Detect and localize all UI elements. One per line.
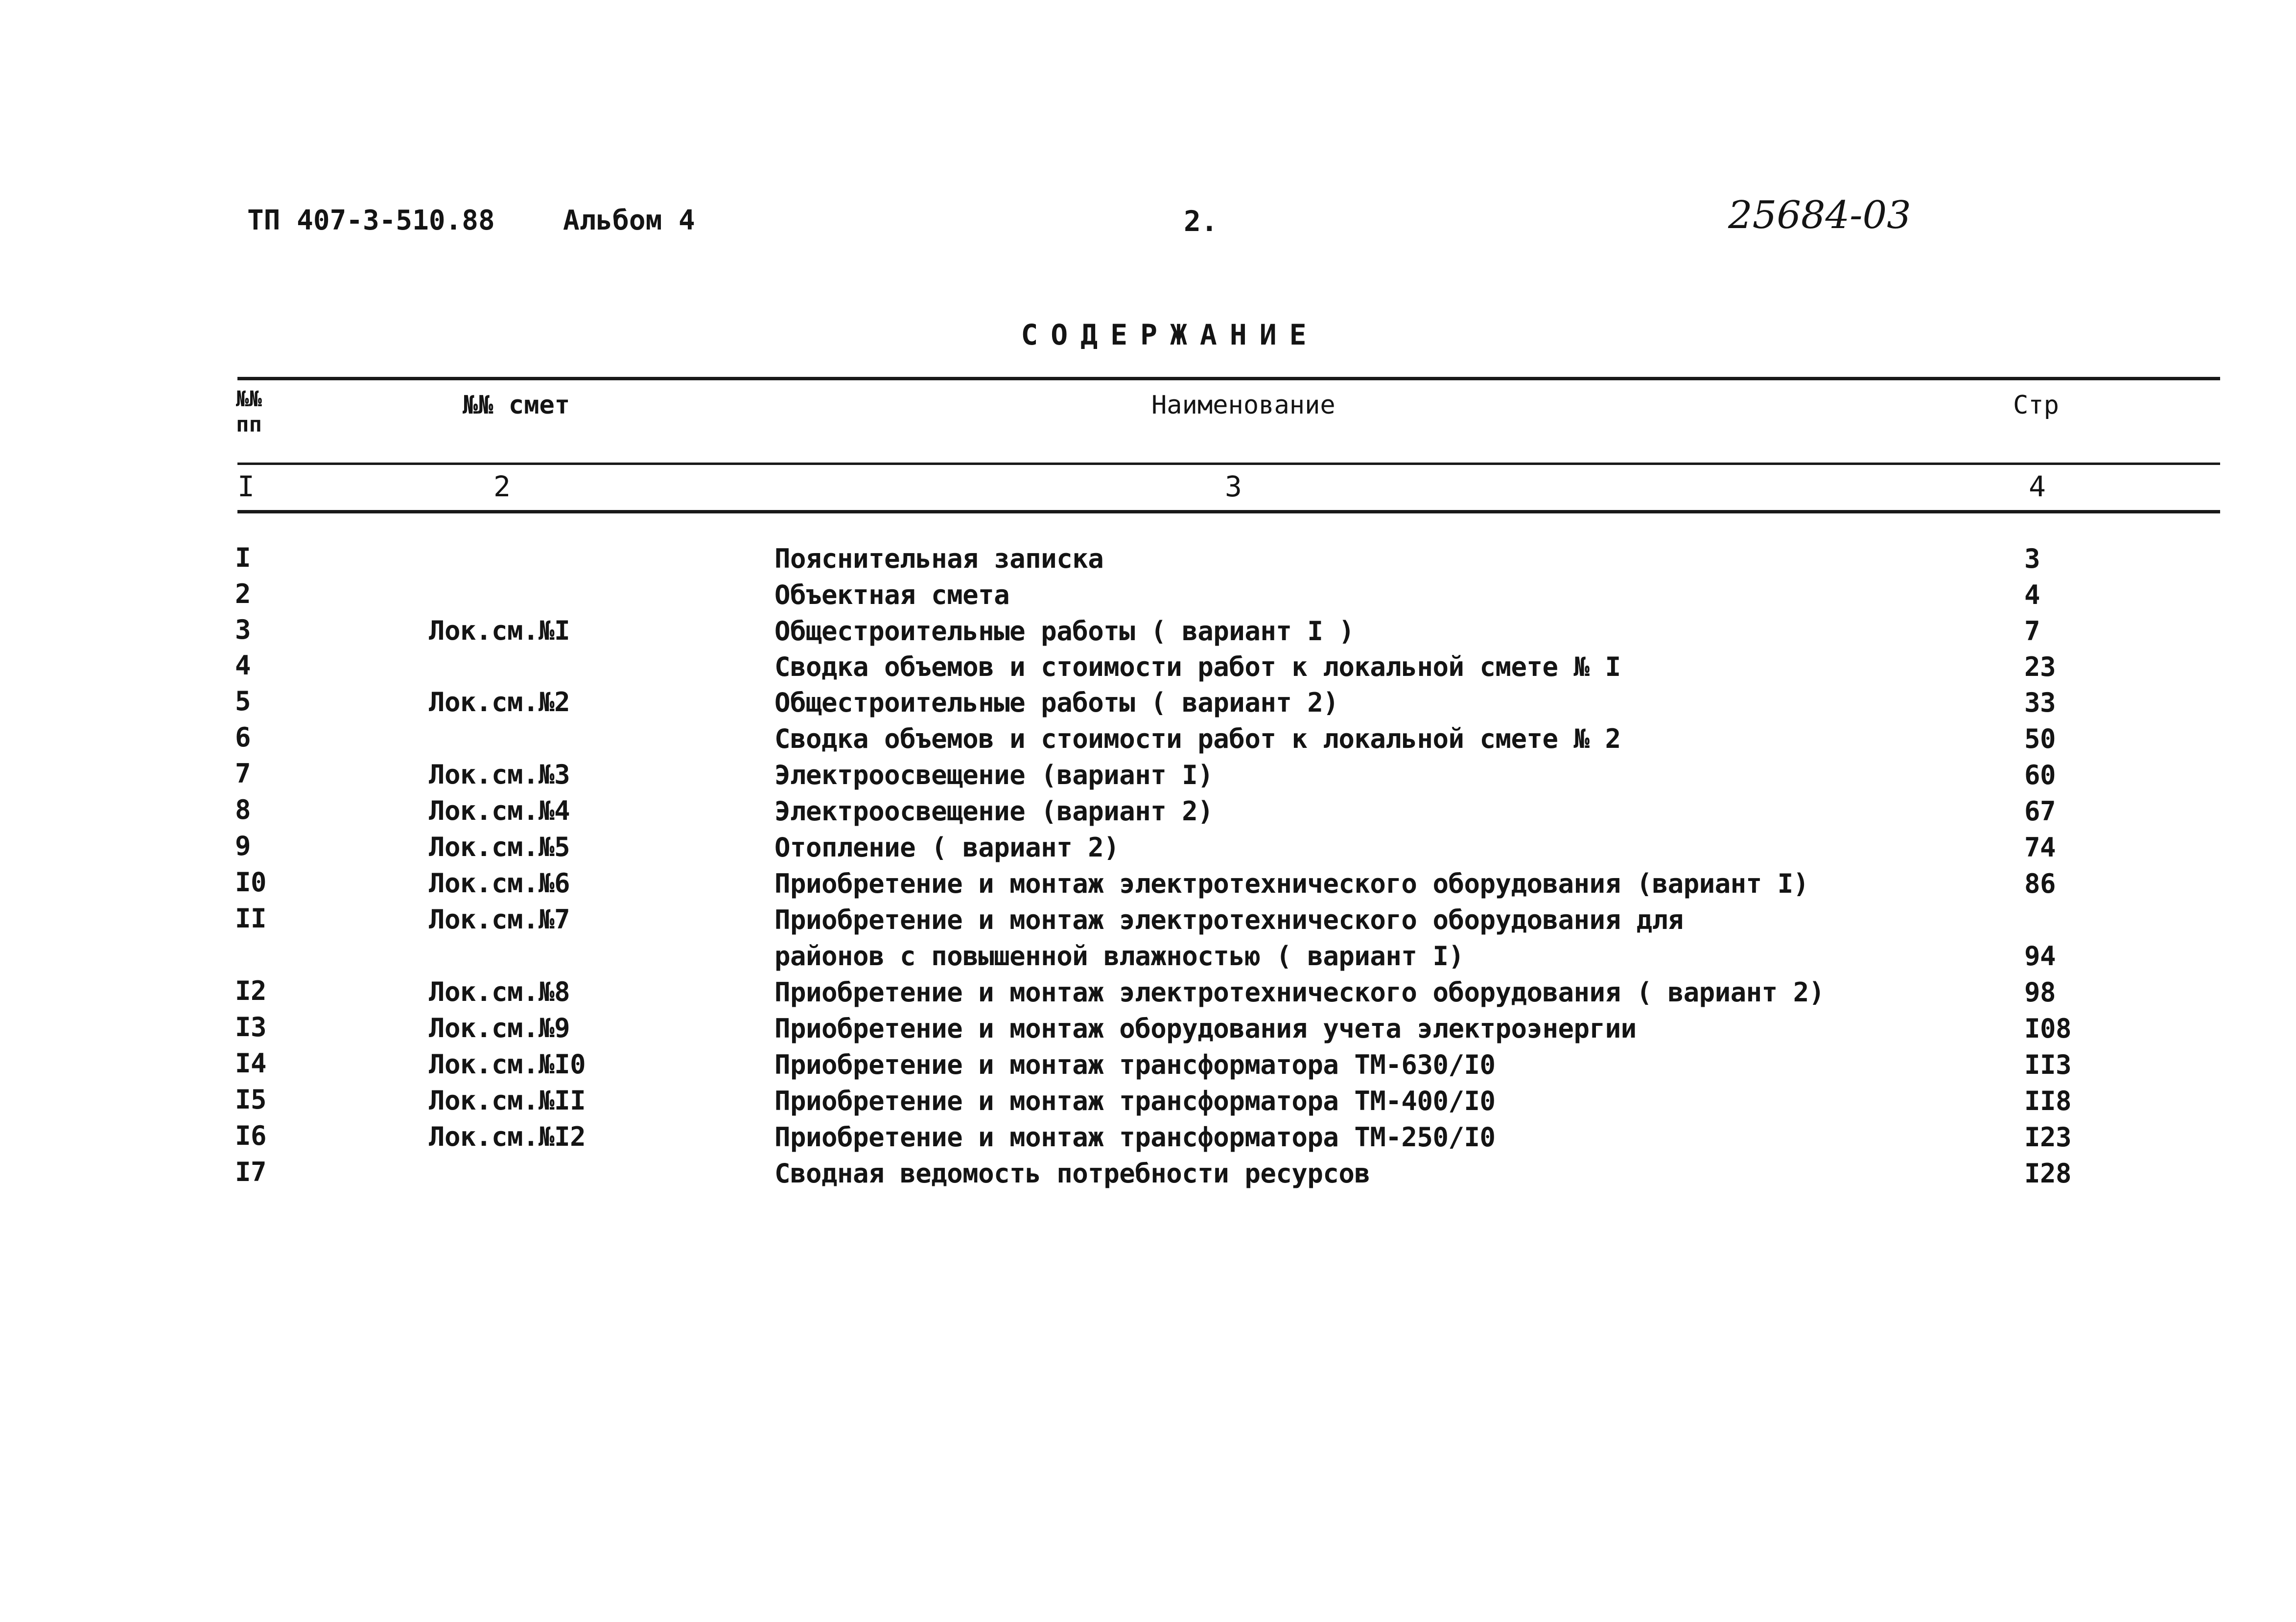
row-page: 98 — [2024, 977, 2056, 1008]
row-page: 67 — [2024, 796, 2056, 827]
row-name: Приобретение и монтаж электротехнического оборудования ( вариант 2) — [774, 977, 1825, 1008]
row-page: 50 — [2024, 723, 2056, 754]
row-number: I2 — [235, 975, 267, 1006]
row-page: 7 — [2024, 616, 2040, 647]
column-number-3: 3 — [1225, 470, 1242, 503]
row-page: 86 — [2024, 868, 2056, 899]
row-number: I6 — [235, 1120, 267, 1151]
row-name: Приобретение и монтаж трансформатора ТМ-630/I0 — [774, 1049, 1496, 1080]
column-header-no — [236, 387, 275, 438]
row-estimate: Лок.см.№7 — [429, 904, 570, 935]
page-title — [0, 318, 2296, 351]
row-name: Объектная смета — [774, 579, 1010, 610]
album-label: Альбом 4 — [563, 205, 695, 236]
row-number: 5 — [235, 686, 251, 717]
handwritten-number: 25684-03 — [1728, 193, 1911, 237]
row-estimate: Лок.см.№9 — [429, 1013, 570, 1043]
row-number: I4 — [235, 1048, 267, 1079]
row-name: Общестроительные работы ( вариант 2) — [774, 687, 1339, 718]
row-number: 3 — [235, 614, 251, 645]
column-number-4: 4 — [2029, 470, 2046, 503]
row-name: Приобретение и монтаж трансформатора ТМ-400/I0 — [774, 1086, 1496, 1116]
row-number: I0 — [235, 867, 267, 898]
row-name: Электроосвещение (вариант I) — [774, 760, 1214, 790]
column-header-no-text: №№ пп — [236, 387, 262, 437]
row-number: I5 — [235, 1084, 267, 1115]
row-estimate: Лок.см.№II — [429, 1085, 586, 1116]
row-number: I3 — [235, 1012, 267, 1043]
row-name: Общестроительные работы ( вариант I ) — [774, 616, 1355, 647]
row-name: Приобретение и монтаж электротехнического оборудования (вариант I) — [774, 868, 1809, 899]
row-name: Сводка объемов и стоимости работ к локальной смете № I — [774, 651, 1621, 682]
row-estimate: Лок.см.№3 — [429, 759, 570, 790]
document-code: ТП 407-3-510.88 — [247, 205, 495, 236]
row-page: I23 — [2024, 1122, 2072, 1153]
row-number: 6 — [235, 722, 251, 753]
row-name: Пояснительная записка — [774, 543, 1104, 574]
row-name: Приобретение и монтаж трансформатора ТМ-250/I0 — [774, 1122, 1496, 1153]
row-name: Приобретение и монтаж оборудования учета электроэнергии — [774, 1013, 1637, 1044]
row-page: I28 — [2024, 1158, 2072, 1189]
column-numbers-rule — [237, 510, 2220, 513]
row-page: 94 — [2024, 941, 2056, 972]
row-number: 4 — [235, 650, 251, 681]
row-estimate: Лок.см.№6 — [429, 868, 570, 899]
row-estimate: Лок.см.№2 — [429, 687, 570, 718]
row-name: Сводная ведомость потребности ресурсов — [774, 1158, 1370, 1189]
row-page: 3 — [2024, 543, 2040, 574]
row-page: 74 — [2024, 832, 2056, 863]
table-top-rule — [237, 377, 2220, 380]
column-number-2: 2 — [493, 470, 511, 503]
row-page: 60 — [2024, 760, 2056, 790]
row-estimate: Лок.см.№8 — [429, 976, 570, 1007]
row-estimate: Лок.см.№I — [429, 615, 570, 646]
row-name: Электроосвещение (вариант 2) — [774, 796, 1214, 827]
row-page: 33 — [2024, 687, 2056, 718]
page-title-text: СОДЕРЖАНИЕ — [1021, 318, 1319, 351]
row-estimate: Лок.см.№5 — [429, 832, 570, 862]
page-number: 2. — [1184, 205, 1218, 238]
row-number: I7 — [235, 1157, 267, 1187]
row-page: II8 — [2024, 1086, 2072, 1116]
row-name: Отопление ( вариант 2) — [774, 832, 1120, 863]
column-number-1: I — [237, 470, 255, 503]
row-number: II — [235, 903, 267, 934]
row-number: I — [235, 542, 251, 573]
row-number: 9 — [235, 831, 251, 861]
row-name: Приобретение и монтаж электротехнического оборудования для — [774, 904, 1684, 935]
column-header-name: Наименование — [1151, 391, 1335, 420]
header-bottom-rule — [237, 463, 2220, 465]
column-header-page: Стр — [2013, 391, 2059, 420]
row-estimate: Лок.см.№4 — [429, 795, 570, 826]
row-number: 8 — [235, 794, 251, 825]
row-page: 23 — [2024, 651, 2056, 682]
row-page: 4 — [2024, 579, 2040, 610]
row-number: 2 — [235, 579, 251, 609]
row-page: II3 — [2024, 1049, 2072, 1080]
column-header-estimates: №№ смет — [463, 391, 570, 420]
row-estimate: Лок.см.№I0 — [429, 1049, 586, 1080]
row-name: Сводка объемов и стоимости работ к локальной смете № 2 — [774, 723, 1621, 754]
row-estimate: Лок.см.№I2 — [429, 1121, 586, 1152]
row-name-continuation: районов с повышенной влажностью ( вариант I) — [774, 941, 1464, 972]
row-page: I08 — [2024, 1013, 2072, 1044]
row-number: 7 — [235, 758, 251, 789]
